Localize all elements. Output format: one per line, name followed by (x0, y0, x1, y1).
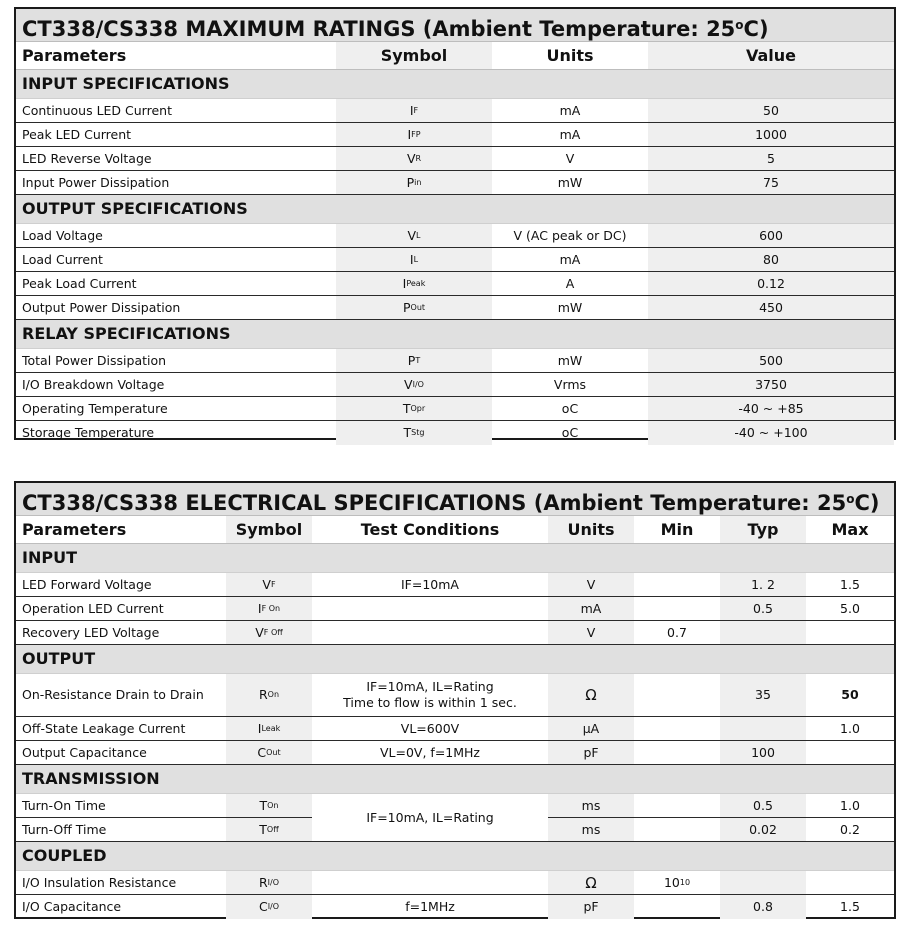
value-cell: 500 (648, 349, 894, 372)
unit-cell: mW (557, 299, 583, 315)
max-cell (806, 741, 894, 764)
title-text: CT338/CS338 ELECTRICAL SPECIFICATIONS (Ambient Temperature: 25 (22, 491, 847, 515)
min-cell (634, 871, 720, 894)
value-cell: 3750 (648, 373, 894, 396)
symbol-sub: F (270, 579, 276, 589)
symbol-sub: F Off (263, 627, 283, 637)
section-row (16, 842, 894, 871)
condition-line-1: IF=10mA, IL=Rating (366, 679, 494, 694)
param-cell: Load Voltage (22, 227, 103, 243)
symbol-cell (336, 349, 492, 372)
symbol-letter: V (404, 376, 413, 392)
value-cell: 5 (648, 147, 894, 170)
symbol-letter: P (406, 174, 415, 190)
min-base: 10 (663, 874, 680, 890)
param-cell: Input Power Dissipation (22, 174, 170, 190)
symbol-letter: I (407, 126, 412, 142)
header-test-conditions: Test Conditions (360, 519, 500, 539)
param-cell: Off-State Leakage Current (22, 720, 186, 736)
unit-cell: Vrms (553, 376, 587, 392)
symbol-sub: Leak (261, 723, 281, 733)
section-title: OUTPUT (22, 649, 96, 668)
header-symbol: Symbol (226, 516, 312, 543)
table-row (16, 871, 894, 895)
param-cell: Output Power Dissipation (22, 299, 181, 315)
symbol-sub: Out (410, 302, 426, 312)
symbol-letter: T (259, 821, 267, 837)
header-symbol: Symbol (336, 42, 492, 69)
title-end: C) (743, 17, 769, 41)
table-row (16, 171, 894, 195)
param-cell: Storage Temperature (22, 425, 155, 440)
condition-cell (312, 597, 548, 620)
symbol-cell (336, 373, 492, 396)
symbol-cell (336, 147, 492, 170)
unit-cell: mW (557, 174, 583, 190)
unit-cell: mA (559, 102, 581, 118)
param-cell: Turn-Off Time (22, 821, 107, 837)
typ-cell: 0.5 (720, 597, 806, 620)
condition-cell: IF=10mA (401, 576, 459, 592)
symbol-sub: L (416, 230, 421, 240)
symbol-sub: F (413, 105, 419, 115)
min-cell (634, 573, 720, 596)
symbol-letter: P (407, 352, 416, 368)
symbol-cell (226, 621, 312, 644)
symbol-sub: Peak (406, 278, 426, 288)
typ-cell: 1. 2 (720, 573, 806, 596)
typ-cell: 0.5 (720, 794, 806, 817)
symbol-cell (336, 397, 492, 420)
section-title: INPUT (22, 548, 77, 567)
symbol-letter: I (409, 251, 414, 267)
symbol-sub: Off (266, 824, 279, 834)
value-cell: 80 (648, 248, 894, 271)
electrical-specs-table (14, 481, 896, 919)
condition-cell (312, 674, 548, 716)
symbol-cell (226, 674, 312, 716)
param-cell: Total Power Dissipation (22, 352, 167, 368)
condition-cell: f=1MHz (405, 899, 455, 914)
unit-cell: mA (548, 597, 634, 620)
symbol-sub: I/O (412, 379, 424, 389)
typ-cell (720, 717, 806, 740)
typ-cell (720, 871, 806, 894)
min-cell (634, 717, 720, 740)
max-cell: 1.5 (840, 576, 860, 592)
condition-cell (312, 621, 548, 644)
param-cell: LED Reverse Voltage (22, 150, 152, 166)
symbol-sub: I/O (267, 877, 280, 887)
max-cell: 1.0 (840, 797, 860, 813)
symbol-cell (336, 248, 492, 271)
table-row (16, 573, 894, 597)
symbol-letter: I (409, 102, 414, 118)
table-row (16, 147, 894, 171)
table-row (16, 296, 894, 320)
unit-cell: oC (561, 425, 579, 440)
symbol-letter: T (402, 400, 411, 416)
condition-cell: VL=600V (400, 720, 460, 736)
symbol-cell (336, 171, 492, 194)
min-cell (634, 818, 720, 841)
condition-line-2: Time to flow is within 1 sec. (343, 695, 517, 710)
param-cell: Peak LED Current (22, 126, 132, 142)
section-row (16, 320, 894, 349)
param-cell: Operation LED Current (22, 600, 164, 616)
unit-cell: mA (559, 251, 581, 267)
symbol-sub: On (267, 800, 279, 810)
symbol-letter: I (257, 720, 262, 736)
table-row (16, 349, 894, 373)
min-cell (634, 895, 720, 919)
param-cell: Output Capacitance (22, 744, 147, 760)
table-row (16, 794, 894, 825)
symbol-letter: C (258, 899, 268, 914)
title-text: CT338/CS338 MAXIMUM RATINGS (Ambient Temperature: 25 (22, 17, 736, 41)
unit-cell: oC (561, 400, 579, 416)
min-exponent: 10 (679, 877, 691, 887)
symbol-sub: FP (411, 129, 421, 139)
degree-mark: o (846, 492, 855, 506)
symbol-letter: R (258, 874, 268, 890)
value-cell: 75 (648, 171, 894, 194)
min-cell: 0.7 (667, 624, 687, 640)
symbol-letter: I (402, 275, 407, 291)
symbol-letter: V (406, 150, 416, 166)
header-value: Value (648, 42, 894, 69)
min-cell (634, 794, 720, 817)
symbol-sub: in (414, 177, 422, 187)
table-row (16, 717, 894, 741)
header-units: Units (548, 516, 634, 543)
section-title: COUPLED (22, 846, 107, 865)
section-row (16, 195, 894, 224)
table-row (16, 895, 894, 919)
param-cell: Recovery LED Voltage (22, 624, 160, 640)
param-cell: I/O Insulation Resistance (22, 874, 177, 890)
unit-cell: V (AC peak or DC) (513, 227, 627, 243)
max-cell: 50 (841, 687, 859, 702)
symbol-letter: V (262, 576, 271, 592)
unit-cell: pF (548, 895, 634, 919)
param-cell: I/O Capacitance (22, 899, 122, 914)
header-units: Units (546, 45, 594, 65)
symbol-cell (226, 871, 312, 894)
typ-cell: 0.8 (720, 895, 806, 919)
symbol-cell (226, 895, 312, 919)
max-cell: 0.2 (840, 821, 860, 837)
symbol-cell (336, 224, 492, 247)
header-parameters: Parameters (22, 45, 127, 65)
unit-cell: ms (548, 818, 634, 841)
title-end: C) (854, 491, 880, 515)
degree-mark: o (735, 18, 744, 32)
table-row (16, 741, 894, 765)
condition-text: IF=10mA, IL=Rating (366, 810, 494, 825)
symbol-cell (336, 272, 492, 295)
unit-cell: Ω (548, 674, 634, 716)
unit-cell: pF (548, 741, 634, 764)
unit-cell: V (565, 150, 575, 166)
max-cell (806, 621, 894, 644)
section-row (16, 70, 894, 99)
value-cell: -40 ~ +85 (648, 397, 894, 420)
typ-cell (720, 621, 806, 644)
unit-cell: ms (548, 794, 634, 817)
param-cell: Load Current (22, 251, 103, 267)
merged-condition-cell (312, 794, 548, 841)
header-row (16, 516, 894, 544)
table-row (16, 674, 894, 717)
table-row (16, 597, 894, 621)
table-row (16, 224, 894, 248)
param-cell: On-Resistance Drain to Drain (22, 687, 204, 702)
section-row (16, 645, 894, 674)
table-row (16, 123, 894, 147)
symbol-letter: V (407, 227, 417, 243)
unit-cell: Ω (548, 871, 634, 894)
symbol-sub: Out (266, 747, 281, 757)
value-cell: -40 ~ +100 (648, 421, 894, 445)
symbol-cell (226, 741, 312, 764)
unit-cell: A (565, 275, 575, 291)
symbol-sub: F On (261, 603, 281, 613)
symbol-letter: C (257, 744, 267, 760)
param-cell: Continuous LED Current (22, 102, 172, 118)
unit-cell: mA (559, 126, 581, 142)
table-row (16, 248, 894, 272)
max-cell (806, 871, 894, 894)
symbol-cell (226, 717, 312, 740)
typ-cell: 100 (720, 741, 806, 764)
condition-cell: VL=0V, f=1MHz (379, 744, 480, 760)
table-row (16, 421, 894, 445)
section-title: TRANSMISSION (22, 769, 160, 788)
param-cell: Operating Temperature (22, 400, 168, 416)
electrical-specs-title (16, 483, 894, 516)
symbol-cell (336, 99, 492, 122)
unit-cell: mW (557, 352, 583, 368)
min-cell (634, 674, 720, 716)
symbol-letter: R (258, 687, 268, 702)
symbol-letter: P (402, 299, 411, 315)
header-parameters: Parameters (22, 519, 127, 539)
value-cell: 50 (648, 99, 894, 122)
max-cell: 1.5 (840, 899, 860, 914)
max-cell: 1.0 (840, 720, 860, 736)
typ-cell: 35 (720, 674, 806, 716)
symbol-sub: Stg (411, 428, 425, 437)
symbol-sub: On (267, 690, 280, 699)
table-row (16, 373, 894, 397)
symbol-cell (336, 421, 492, 445)
symbol-cell (336, 296, 492, 319)
min-cell (634, 597, 720, 620)
param-cell: I/O Breakdown Voltage (22, 376, 165, 392)
typ-cell: 0.02 (720, 818, 806, 841)
symbol-cell (336, 123, 492, 146)
value-cell: 1000 (648, 123, 894, 146)
header-row (16, 42, 894, 70)
table-row (16, 621, 894, 645)
max-cell: 5.0 (840, 600, 860, 616)
condition-cell (312, 871, 548, 894)
param-cell: Turn-On Time (22, 797, 106, 813)
header-min: Min (660, 519, 694, 539)
value-cell: 600 (648, 224, 894, 247)
unit-cell: V (548, 573, 634, 596)
section-row (16, 765, 894, 794)
header-typ: Typ (720, 516, 806, 543)
table-row (16, 272, 894, 296)
symbol-cell (226, 573, 312, 596)
max-ratings-title (16, 9, 894, 42)
param-cell: Peak Load Current (22, 275, 137, 291)
symbol-sub: I/O (267, 902, 280, 911)
table-row (16, 397, 894, 421)
symbol-cell (226, 597, 312, 620)
value-cell: 0.12 (648, 272, 894, 295)
symbol-sub: R (415, 153, 422, 163)
unit-cell: µA (548, 717, 634, 740)
unit-cell: V (548, 621, 634, 644)
symbol-letter: T (403, 425, 412, 440)
symbol-sub: L (413, 254, 419, 264)
symbol-letter: V (255, 624, 264, 640)
max-ratings-table (14, 7, 896, 440)
section-title: RELAY SPECIFICATIONS (22, 324, 231, 343)
symbol-cell (226, 818, 312, 841)
min-cell (634, 741, 720, 764)
section-title: OUTPUT SPECIFICATIONS (22, 199, 248, 218)
symbol-sub: Opr (410, 403, 426, 413)
section-title: INPUT SPECIFICATIONS (22, 74, 230, 93)
table-row (16, 99, 894, 123)
header-max: Max (831, 519, 869, 539)
symbol-cell (226, 794, 312, 817)
section-row (16, 544, 894, 573)
symbol-letter: I (257, 600, 262, 616)
symbol-sub: T (415, 355, 421, 365)
value-cell: 450 (648, 296, 894, 319)
param-cell: LED Forward Voltage (22, 576, 152, 592)
symbol-letter: T (259, 797, 268, 813)
